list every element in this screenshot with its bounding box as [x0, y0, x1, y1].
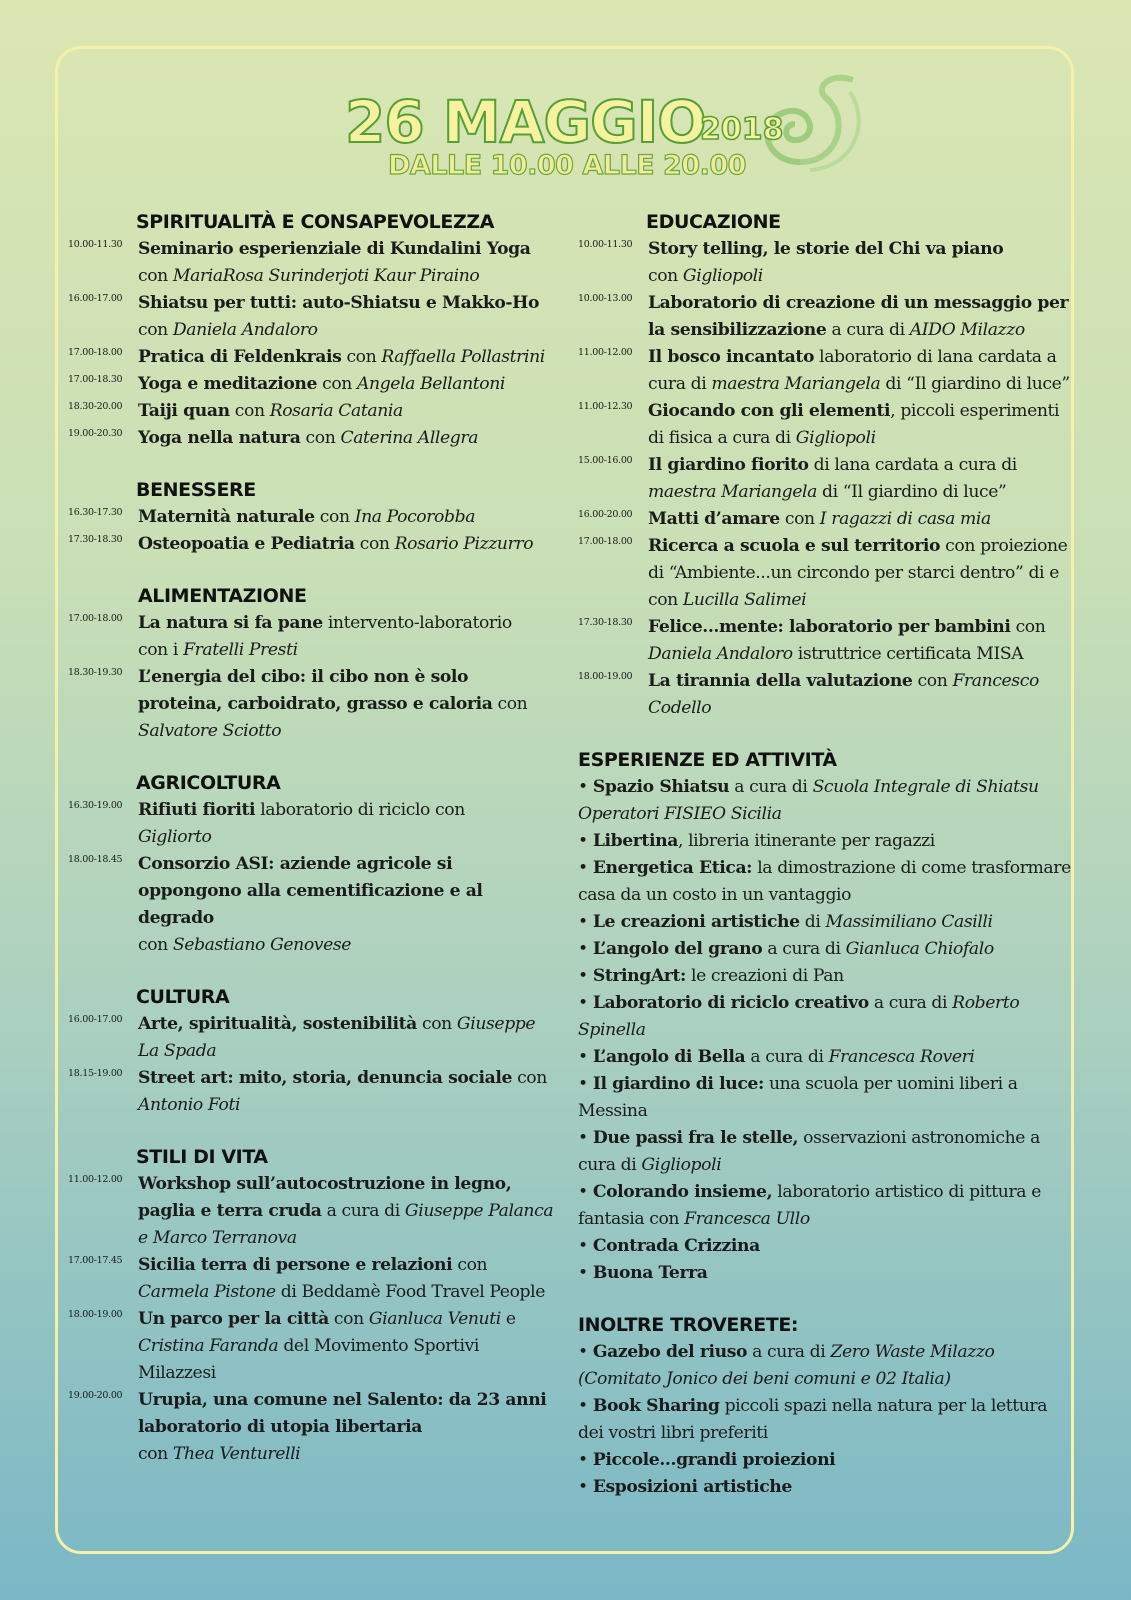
list-item: • Gazebo del riuso a cura di Zero Waste Milazzo (Comitato Jonico dei beni comuni e 02 Italia): [578, 1342, 995, 1389]
program-entry: 11.00-12.30 Giocando con gli elementi, piccoli esperimenti di fisica a cura di Gigliopoli: [578, 401, 1060, 448]
list-item: • Contrada Crizzina: [578, 1236, 760, 1256]
list-item: • Due passi fra le stelle, osservazioni astronomiche a cura di Gigliopoli: [578, 1128, 1040, 1175]
program-entry: 16.30-19.00 Rifiuti fioriti laboratorio di riciclo con Gigliorto: [68, 800, 465, 847]
right-column: [578, 208, 1073, 1501]
list-item: • Piccole...grandi proiezioni: [578, 1450, 836, 1470]
section-title: INOLTRE TROVERETE:: [578, 1314, 799, 1336]
program-entry: 17.30-18.30 Osteopoatia e Pediatria con Rosario Pizzurro: [68, 534, 534, 554]
program-entry: 18.00-19.00 Un parco per la città con Gianluca Venuti e Cristina Faranda del Movimento Sportivi Milazzesi: [68, 1309, 516, 1383]
list-item: • Spazio Shiatsu a cura di Scuola Integrale di Shiatsu Operatori FISIEO Sicilia: [578, 777, 1039, 824]
program-entry: 18.30-19.30 L’energia del cibo: il cibo non è solo proteina, carboidrato, grasso e caloria con Salvatore Sciotto: [68, 667, 528, 741]
list-item: • Il giardino di luce: una scuola per uomini liberi a Messina: [578, 1074, 1018, 1121]
list-item: • L’angolo del grano a cura di Gianluca Chiofalo: [578, 939, 994, 959]
program-entry: 15.00-16.00 Il giardino fiorito di lana cardata a cura di maestra Mariangela di “Il giardino di luce”: [578, 455, 1017, 502]
program-entry: 16.00-17.00 Shiatsu per tutti: auto-Shiatsu e Makko-Ho con Daniela Andaloro: [68, 293, 540, 340]
program-entry: 17.00-18.00 Ricerca a scuola e sul territorio con proiezione di “Ambiente...un circondo per starci dentro” di e con Lucilla Salimei: [578, 536, 1068, 610]
program-entry: 17.30-18.30 Felice...mente: laboratorio per bambini con Daniela Andaloro istruttrice certificata MISA: [578, 617, 1046, 664]
list-item: • Book Sharing piccoli spazi nella natura per la lettura dei vostri libri preferiti: [578, 1396, 1048, 1443]
program-entry: 19.00-20.30 Yoga nella natura con Caterina Allegra: [68, 428, 479, 448]
list-item: • Energetica Etica: la dimostrazione di come trasformare casa da un costo in un vantaggio: [578, 858, 1071, 905]
section-title: AGRICOLTURA: [136, 772, 281, 794]
list-item: • Libertina, libreria itinerante per ragazzi: [578, 831, 935, 851]
program-entry: 11.00-12.00 Workshop sull’autocostruzione in legno, paglia e terra cruda a cura di Giuseppe Palanca e Marco Terranova: [68, 1174, 554, 1248]
program-entry: 16.30-17.30 Maternità naturale con Ina Pocorobba: [68, 507, 476, 527]
list-item: • L’angolo di Bella a cura di Francesca Roveri: [578, 1047, 975, 1067]
left-column: [68, 208, 554, 1468]
event-year: 2018: [700, 112, 784, 147]
list-item: • Laboratorio di riciclo creativo a cura di Roberto Spinella: [578, 993, 1020, 1040]
program-entry: 10.00-11.30 Seminario esperienziale di Kundalini Yoga con MariaRosa Surinderjoti Kaur Piraino: [68, 239, 531, 286]
section-title: BENESSERE: [136, 479, 256, 501]
program-entry: 19.00-20.00 Urupia, una comune nel Salento: da 23 anni laboratorio di utopia libertaria con Thea Venturelli: [68, 1390, 547, 1464]
program-entry: 16.00-20.00 Matti d’amare con I ragazzi di casa mia: [578, 509, 991, 529]
section-title: SPIRITUALITÀ E CONSAPEVOLEZZA: [136, 211, 495, 233]
program-entry: 18.15-19.00 Street art: mito, storia, denuncia sociale con Antonio Foti: [68, 1068, 547, 1115]
section-title: ESPERIENZE ED ATTIVITÀ: [578, 749, 837, 771]
section-title: ALIMENTAZIONE: [138, 585, 307, 607]
section-title: CULTURA: [136, 986, 230, 1008]
program-entry: 17.00-17.45 Sicilia terra di persone e relazioni con Carmela Pistone di Beddamè Food Travel People: [68, 1255, 545, 1302]
program-entry: 18.30-20.00 Taiji quan con Rosaria Catania: [68, 401, 403, 421]
section-title: STILI DI VITA: [136, 1146, 268, 1168]
list-item: • Le creazioni artistiche di Massimiliano Casilli: [578, 912, 993, 932]
program-entry: 17.00-18.30 Yoga e meditazione con Angela Bellantoni: [68, 374, 506, 394]
program-entry: 10.00-13.00 Laboratorio di creazione di un messaggio per la sensibilizzazione a cura di AIDO Milazzo: [578, 293, 1069, 340]
program-entry: 17.00-18.00 Pratica di Feldenkrais con Raffaella Pollastrini: [68, 347, 545, 367]
event-date: 26 MAGGIO: [345, 88, 706, 156]
header: [0, 82, 1131, 192]
program-entry: 17.00-18.00 La natura si fa pane intervento-laboratorio con i Fratelli Presti: [68, 613, 512, 660]
program-entry: 11.00-12.00 Il bosco incantato laboratorio di lana cardata a cura di maestra Mariangela di “Il giardino di luce”: [578, 347, 1070, 394]
section-title: EDUCAZIONE: [646, 211, 781, 233]
event-time: DALLE 10.00 ALLE 20.00: [388, 150, 746, 181]
program-entry: 18.00-18.45 Consorzio ASI: aziende agricole si oppongono alla cementificazione e al degrado con Sebastiano Genovese: [68, 854, 483, 955]
list-item: • StringArt: le creazioni di Pan: [578, 966, 844, 986]
list-item: • Colorando insieme, laboratorio artistico di pittura e fantasia con Francesca Ullo: [578, 1182, 1041, 1229]
list-item: • Buona Terra: [578, 1263, 708, 1283]
list-item: • Esposizioni artistiche: [578, 1477, 792, 1497]
program-entry: 18.00-19.00 La tirannia della valutazione con Francesco Codello: [578, 671, 1039, 718]
program-entry: 16.00-17.00 Arte, spiritualità, sostenibilità con Giuseppe La Spada: [68, 1014, 536, 1061]
program-entry: 10.00-11.30 Story telling, le storie del Chi va piano con Gigliopoli: [578, 239, 1004, 286]
